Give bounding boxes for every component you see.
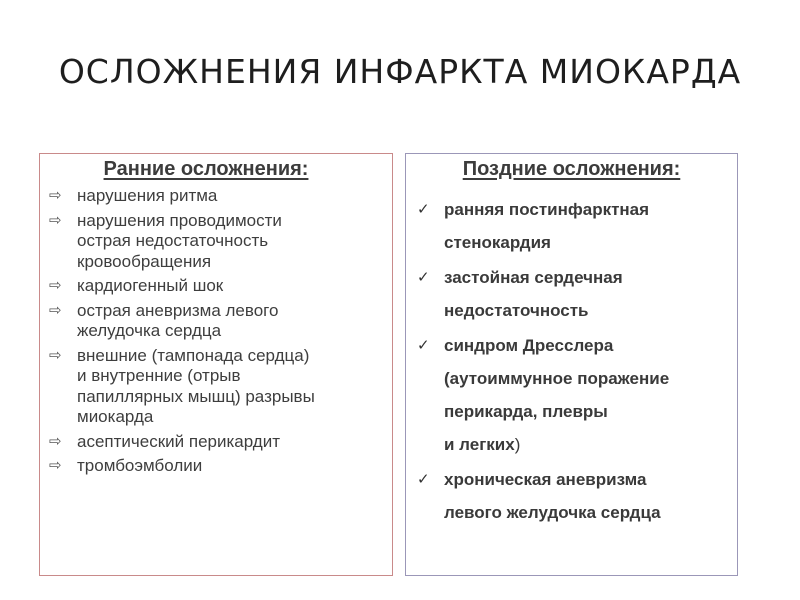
- arrow-right-outline-icon: ⇨: [49, 346, 62, 364]
- list-item: ⇨ нарушения проводимости острая недостаточность кровообращения: [49, 210, 282, 271]
- list-item: ⇨ внешние (тампонада сердца) и внутренние (отрыв папиллярных мышц) разрывы миокарда: [49, 345, 315, 426]
- checkmark-icon: ✓: [417, 471, 430, 488]
- list-item: ✓ застойная сердечная недостаточность: [406, 261, 737, 327]
- checkmark-icon: ✓: [417, 269, 430, 286]
- list-item: ✓ ранняя постинфарктная стенокардия: [406, 193, 737, 259]
- early-complications-list: [40, 186, 392, 477]
- late-complications-panel: [405, 153, 738, 576]
- list-item: ✓ синдром Дресслера (аутоиммунное поражение перикарда, плевры и легких): [406, 329, 737, 461]
- list-item: ✓ хроническая аневризма левого желудочка сердца: [406, 463, 737, 529]
- arrow-right-outline-icon: ⇨: [49, 211, 62, 229]
- list-item: ⇨ асептический перикардит: [49, 431, 281, 451]
- early-complications-heading: Ранние осложнения:: [103, 158, 309, 180]
- checkmark-icon: ✓: [417, 201, 430, 218]
- arrow-right-outline-icon: ⇨: [49, 187, 62, 204]
- list-item: ⇨ тромбоэмболии: [49, 456, 203, 475]
- list-item: ⇨ кардиогенный шок: [49, 276, 224, 295]
- early-complications-panel: [39, 153, 393, 576]
- arrow-right-outline-icon: ⇨: [49, 432, 62, 450]
- late-complications-heading: Поздние осложнения:: [462, 158, 681, 180]
- arrow-right-outline-icon: ⇨: [49, 277, 62, 294]
- list-item: ⇨ острая аневризма левого желудочка сердца: [49, 300, 279, 340]
- arrow-right-outline-icon: ⇨: [49, 457, 62, 474]
- list-item: ⇨ нарушения ритма: [49, 186, 218, 205]
- late-complications-list: [406, 193, 737, 529]
- arrow-right-outline-icon: ⇨: [49, 301, 62, 319]
- page-title: ОСЛОЖНЕНИЯ ИНФАРКТА МИОКАРДА: [58, 52, 742, 91]
- checkmark-icon: ✓: [417, 337, 430, 354]
